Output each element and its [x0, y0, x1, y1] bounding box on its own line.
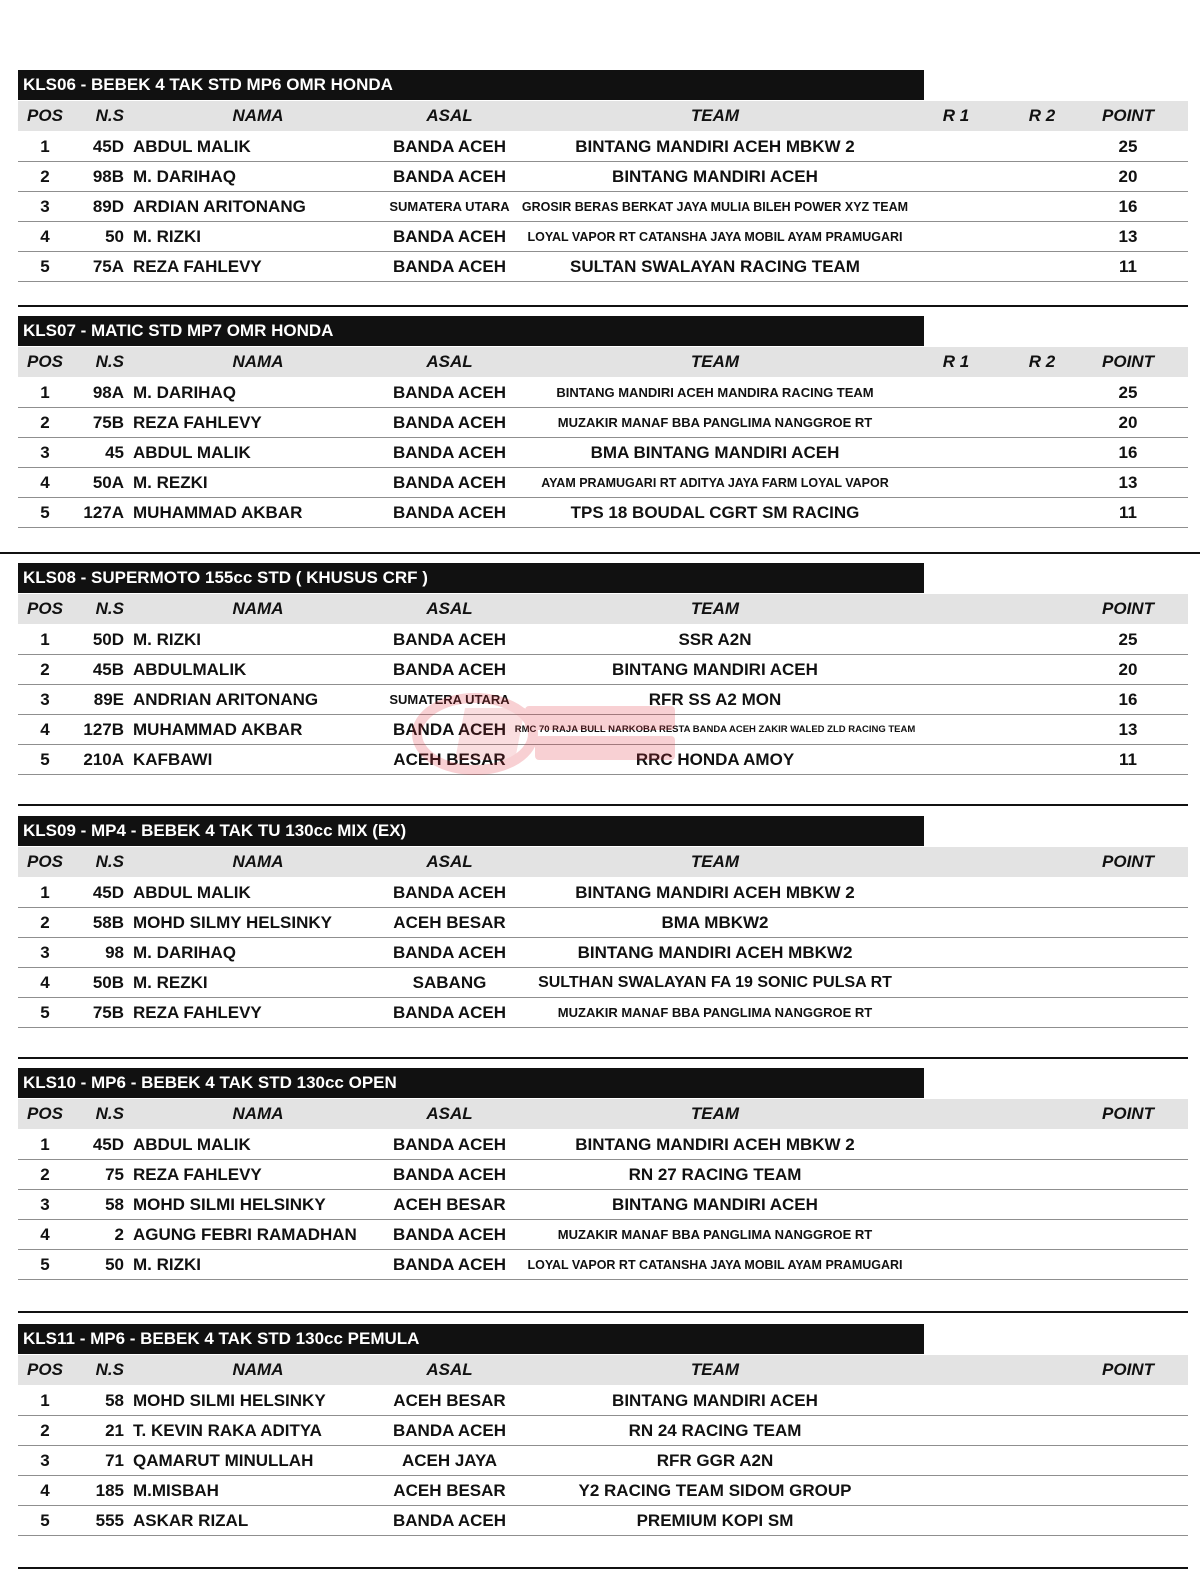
cell-ns: 185 — [95, 1481, 124, 1500]
table-row — [18, 252, 1188, 282]
cell-asal: BANDA ACEH — [392, 720, 506, 739]
header-team: TEAM — [690, 852, 740, 871]
cell-team: LOYAL VAPOR RT CATANSHA JAYA MOBIL AYAM PRAMUGARI — [527, 230, 903, 244]
section-divider — [18, 305, 1188, 307]
cell-nama: M. REZKI — [133, 973, 208, 992]
cell-asal: BANDA ACEH — [392, 1003, 506, 1022]
cell-nama: T. KEVIN RAKA ADITYA — [133, 1421, 322, 1440]
class-title: KLS08 - SUPERMOTO 155cc STD ( KHUSUS CRF ) — [18, 563, 924, 593]
header-asal: ASAL — [426, 1360, 473, 1379]
cell-team: RFR GGR A2N — [656, 1451, 774, 1470]
cell-ns: 75B — [92, 413, 124, 432]
table-header — [18, 347, 1188, 377]
section-divider — [18, 1567, 1188, 1569]
cell-nama: ABDULMALIK — [133, 660, 247, 679]
table-row — [18, 408, 1188, 438]
cell-team: SSR A2N — [678, 630, 752, 649]
cell-asal: BANDA ACEH — [392, 227, 506, 246]
table-row — [18, 1250, 1188, 1280]
cell-pos: 4 — [40, 1225, 50, 1244]
cell-nama: QAMARUT MINULLAH — [133, 1451, 314, 1470]
header-team: TEAM — [690, 1360, 740, 1379]
cell-nama: ABDUL MALIK — [133, 883, 251, 902]
cell-pos: 4 — [40, 1481, 50, 1500]
cell-point: 20 — [1118, 660, 1138, 679]
header-pos: POS — [27, 599, 63, 618]
table-row — [18, 162, 1188, 192]
cell-nama: REZA FAHLEVY — [133, 1165, 262, 1184]
cell-asal: ACEH JAYA — [401, 1451, 498, 1470]
cell-nama: M. DARIHAQ — [133, 167, 236, 186]
section-divider — [18, 1311, 1188, 1313]
cell-team: BINTANG MANDIRI ACEH — [612, 1391, 818, 1410]
cell-team: MUZAKIR MANAF BBA PANGLIMA NANGGROE RT — [557, 1227, 873, 1242]
table-row — [18, 1160, 1188, 1190]
cell-asal: BANDA ACEH — [392, 167, 506, 186]
section-divider — [18, 1057, 1188, 1059]
cell-pos: 3 — [40, 197, 50, 216]
header-nama: NAMA — [232, 352, 284, 371]
header-r1: R 1 — [942, 106, 970, 125]
cell-team: AYAM PRAMUGARI RT ADITYA JAYA FARM LOYAL VAPOR — [541, 476, 889, 490]
cell-nama: MUHAMMAD AKBAR — [133, 720, 303, 739]
cell-nama: M. RIZKI — [133, 227, 201, 246]
cell-nama: MOHD SILMI HELSINKY — [133, 1391, 326, 1410]
cell-pos: 2 — [40, 413, 50, 432]
table-row — [18, 1386, 1188, 1416]
table-row — [18, 745, 1188, 775]
table-header — [18, 1099, 1188, 1129]
cell-asal: ACEH BESAR — [393, 913, 506, 932]
cell-team: BINTANG MANDIRI ACEH — [612, 660, 818, 679]
cell-nama: REZA FAHLEVY — [133, 1003, 262, 1022]
cell-team: BMA BINTANG MANDIRI ACEH — [590, 443, 840, 462]
cell-nama: MUHAMMAD AKBAR — [133, 503, 303, 522]
cell-asal: BANDA ACEH — [392, 473, 506, 492]
header-pos: POS — [27, 352, 63, 371]
cell-nama: ARDIAN ARITONANG — [133, 197, 306, 216]
cell-pos: 2 — [40, 167, 50, 186]
header-asal: ASAL — [426, 352, 473, 371]
cell-team: BINTANG MANDIRI ACEH — [612, 1195, 818, 1214]
cell-ns: 50B — [92, 973, 124, 992]
cell-pos: 4 — [40, 720, 50, 739]
class-title: KLS09 - MP4 - BEBEK 4 TAK TU 130cc MIX (EX) — [18, 816, 924, 846]
table-row — [18, 1130, 1188, 1160]
class-title: KLS07 - MATIC STD MP7 OMR HONDA — [18, 316, 924, 346]
cell-ns: 45D — [92, 883, 124, 902]
table-row — [18, 1190, 1188, 1220]
header-pos: POS — [27, 852, 63, 871]
cell-asal: SUMATERA UTARA — [389, 692, 510, 707]
cell-point: 11 — [1119, 503, 1137, 522]
cell-pos: 1 — [40, 1391, 50, 1410]
cell-point: 25 — [1118, 383, 1138, 402]
cell-asal: BANDA ACEH — [392, 660, 506, 679]
header-point: POINT — [1102, 599, 1154, 618]
cell-asal: BANDA ACEH — [392, 1511, 506, 1530]
cell-nama: M. REZKI — [133, 473, 208, 492]
table-row — [18, 1476, 1188, 1506]
table-row — [18, 998, 1188, 1028]
table-row — [18, 625, 1188, 655]
header-pos: POS — [27, 1104, 63, 1123]
section-divider — [18, 804, 1188, 806]
header-point: POINT — [1102, 106, 1154, 125]
cell-point: 13 — [1118, 473, 1138, 492]
cell-asal: BANDA ACEH — [392, 943, 506, 962]
table-row — [18, 1220, 1188, 1250]
cell-pos: 1 — [40, 137, 50, 156]
cell-pos: 2 — [40, 660, 50, 679]
header-team: TEAM — [690, 106, 740, 125]
cell-asal: BANDA ACEH — [392, 883, 506, 902]
cell-nama: M. RIZKI — [133, 630, 201, 649]
cell-point: 16 — [1118, 690, 1138, 709]
cell-ns: 45D — [92, 137, 124, 156]
cell-ns: 58B — [92, 913, 124, 932]
cell-pos: 5 — [40, 257, 50, 276]
cell-team: BMA MBKW2 — [661, 913, 769, 932]
table-row — [18, 1416, 1188, 1446]
cell-team: BINTANG MANDIRI ACEH MBKW 2 — [575, 883, 855, 902]
cell-pos: 2 — [40, 1165, 50, 1184]
cell-pos: 5 — [40, 1511, 50, 1530]
cell-ns: 210A — [83, 750, 124, 769]
cell-asal: BANDA ACEH — [392, 383, 506, 402]
cell-team: LOYAL VAPOR RT CATANSHA JAYA MOBIL AYAM PRAMUGARI — [527, 1258, 903, 1272]
cell-nama: REZA FAHLEVY — [133, 413, 262, 432]
cell-asal: SABANG — [412, 973, 487, 992]
cell-team: GROSIR BERAS BERKAT JAYA MULIA BILEH POWER XYZ TEAM — [521, 200, 909, 214]
table-row — [18, 498, 1188, 528]
table-row — [18, 938, 1188, 968]
cell-nama: ABDUL MALIK — [133, 1135, 251, 1154]
cell-ns: 89D — [92, 197, 124, 216]
class-title: KLS06 - BEBEK 4 TAK STD MP6 OMR HONDA — [18, 70, 924, 100]
cell-ns: 98B — [92, 167, 124, 186]
header-r2: R 2 — [1028, 106, 1056, 125]
cell-nama: MOHD SILMI HELSINKY — [133, 1195, 326, 1214]
cell-ns: 75A — [92, 257, 124, 276]
cell-asal: ACEH BESAR — [393, 750, 506, 769]
cell-point: 25 — [1118, 137, 1138, 156]
cell-point: 20 — [1118, 167, 1138, 186]
header-nama: NAMA — [232, 852, 284, 871]
cell-ns: 127B — [83, 720, 124, 739]
cell-nama: ABDUL MALIK — [133, 137, 251, 156]
header-ns: N.S — [95, 1360, 124, 1379]
cell-asal: ACEH BESAR — [393, 1391, 506, 1410]
section-divider — [0, 552, 1200, 554]
table-header — [18, 847, 1188, 877]
cell-ns: 75B — [92, 1003, 124, 1022]
table-header — [18, 594, 1188, 624]
table-row — [18, 908, 1188, 938]
cell-nama: M. RIZKI — [133, 1255, 201, 1274]
header-ns: N.S — [95, 352, 124, 371]
cell-nama: M.MISBAH — [133, 1481, 219, 1500]
table-row — [18, 878, 1188, 908]
cell-pos: 1 — [40, 883, 50, 902]
cell-team: MUZAKIR MANAF BBA PANGLIMA NANGGROE RT — [557, 415, 873, 430]
cell-point: 11 — [1119, 257, 1137, 276]
cell-team: TPS 18 BOUDAL CGRT SM RACING — [570, 503, 860, 522]
header-nama: NAMA — [232, 1104, 284, 1123]
cell-ns: 98 — [105, 943, 124, 962]
header-r1: R 1 — [942, 352, 970, 371]
cell-team: PREMIUM KOPI SM — [636, 1511, 794, 1530]
cell-nama: ABDUL MALIK — [133, 443, 251, 462]
cell-ns: 71 — [105, 1451, 124, 1470]
cell-pos: 5 — [40, 503, 50, 522]
cell-nama: AGUNG FEBRI RAMADHAN — [133, 1225, 357, 1244]
cell-ns: 58 — [105, 1391, 124, 1410]
header-asal: ASAL — [426, 599, 473, 618]
cell-pos: 4 — [40, 227, 50, 246]
header-ns: N.S — [95, 1104, 124, 1123]
table-header — [18, 1355, 1188, 1385]
cell-team: BINTANG MANDIRI ACEH MBKW2 — [577, 943, 853, 962]
table-row — [18, 132, 1188, 162]
cell-team: RRC HONDA AMOY — [635, 750, 795, 769]
cell-pos: 3 — [40, 690, 50, 709]
cell-ns: 21 — [105, 1421, 124, 1440]
table-header — [18, 101, 1188, 131]
cell-ns: 58 — [105, 1195, 124, 1214]
cell-pos: 1 — [40, 1135, 50, 1154]
table-row — [18, 1506, 1188, 1536]
cell-team: RN 24 RACING TEAM — [628, 1421, 802, 1440]
cell-pos: 1 — [40, 383, 50, 402]
cell-asal: BANDA ACEH — [392, 1225, 506, 1244]
cell-pos: 5 — [40, 750, 50, 769]
cell-pos: 3 — [40, 1195, 50, 1214]
header-nama: NAMA — [232, 599, 284, 618]
cell-point: 20 — [1118, 413, 1138, 432]
cell-ns: 45D — [92, 1135, 124, 1154]
cell-team: BINTANG MANDIRI ACEH — [612, 167, 818, 186]
table-row — [18, 222, 1188, 252]
header-point: POINT — [1102, 1360, 1154, 1379]
cell-pos: 3 — [40, 943, 50, 962]
class-title: KLS11 - MP6 - BEBEK 4 TAK STD 130cc PEMULA — [18, 1324, 924, 1354]
cell-ns: 45B — [92, 660, 124, 679]
cell-ns: 75 — [105, 1165, 124, 1184]
cell-team: BINTANG MANDIRI ACEH MBKW 2 — [575, 1135, 855, 1154]
cell-pos: 4 — [40, 973, 50, 992]
cell-asal: ACEH BESAR — [393, 1481, 506, 1500]
cell-ns: 50 — [105, 227, 124, 246]
cell-nama: MOHD SILMY HELSINKY — [133, 913, 332, 932]
cell-ns: 50 — [105, 1255, 124, 1274]
table-row — [18, 685, 1188, 715]
class-title: KLS10 - MP6 - BEBEK 4 TAK STD 130cc OPEN — [18, 1068, 924, 1098]
cell-point: 13 — [1118, 227, 1138, 246]
cell-point: 16 — [1118, 443, 1138, 462]
header-pos: POS — [27, 1360, 63, 1379]
cell-point: 16 — [1118, 197, 1138, 216]
cell-asal: BANDA ACEH — [392, 257, 506, 276]
cell-pos: 5 — [40, 1003, 50, 1022]
cell-asal: BANDA ACEH — [392, 503, 506, 522]
cell-nama: REZA FAHLEVY — [133, 257, 262, 276]
table-row — [18, 438, 1188, 468]
cell-asal: BANDA ACEH — [392, 413, 506, 432]
cell-asal: BANDA ACEH — [392, 630, 506, 649]
cell-asal: BANDA ACEH — [392, 1255, 506, 1274]
cell-nama: ASKAR RIZAL — [133, 1511, 249, 1530]
cell-ns: 2 — [114, 1225, 124, 1244]
cell-asal: BANDA ACEH — [392, 443, 506, 462]
cell-ns: 89E — [93, 690, 124, 709]
cell-nama: KAFBAWI — [133, 750, 213, 769]
cell-pos: 2 — [40, 913, 50, 932]
header-team: TEAM — [690, 352, 740, 371]
table-row — [18, 192, 1188, 222]
header-point: POINT — [1102, 352, 1154, 371]
header-ns: N.S — [95, 599, 124, 618]
header-point: POINT — [1102, 1104, 1154, 1123]
cell-nama: M. DARIHAQ — [133, 383, 236, 402]
cell-asal: BANDA ACEH — [392, 1135, 506, 1154]
cell-team: RMC 70 RAJA BULL NARKOBA RESTA BANDA ACEH ZAKIR WALED ZLD RACING TEAM — [514, 724, 916, 735]
table-row — [18, 468, 1188, 498]
cell-team: SULTAN SWALAYAN RACING TEAM — [570, 257, 860, 276]
cell-pos: 4 — [40, 473, 50, 492]
cell-ns: 127A — [83, 503, 124, 522]
header-ns: N.S — [95, 852, 124, 871]
cell-team: MUZAKIR MANAF BBA PANGLIMA NANGGROE RT — [557, 1005, 873, 1020]
cell-asal: BANDA ACEH — [392, 137, 506, 156]
table-row — [18, 715, 1188, 745]
header-r2: R 2 — [1028, 352, 1056, 371]
cell-pos: 5 — [40, 1255, 50, 1274]
cell-ns: 45 — [105, 443, 124, 462]
header-team: TEAM — [690, 1104, 740, 1123]
cell-asal: BANDA ACEH — [392, 1421, 506, 1440]
cell-team: SULTHAN SWALAYAN FA 19 SONIC PULSA RT — [538, 974, 892, 991]
cell-team: RFR SS A2 MON — [648, 690, 782, 709]
cell-ns: 98A — [92, 383, 124, 402]
header-asal: ASAL — [426, 106, 473, 125]
cell-team: RN 27 RACING TEAM — [628, 1165, 802, 1184]
header-ns: N.S — [95, 106, 124, 125]
cell-asal: SUMATERA UTARA — [389, 199, 510, 214]
cell-ns: 50D — [92, 630, 124, 649]
cell-team: Y2 RACING TEAM SIDOM GROUP — [578, 1481, 852, 1500]
header-asal: ASAL — [426, 852, 473, 871]
header-pos: POS — [27, 106, 63, 125]
cell-pos: 2 — [40, 1421, 50, 1440]
cell-pos: 3 — [40, 1451, 50, 1470]
cell-point: 25 — [1118, 630, 1138, 649]
table-row — [18, 655, 1188, 685]
cell-asal: ACEH BESAR — [393, 1195, 506, 1214]
cell-point: 11 — [1119, 750, 1137, 769]
header-asal: ASAL — [426, 1104, 473, 1123]
cell-team: BINTANG MANDIRI ACEH MBKW 2 — [575, 137, 855, 156]
header-point: POINT — [1102, 852, 1154, 871]
cell-point: 13 — [1118, 720, 1138, 739]
cell-ns: 555 — [95, 1511, 124, 1530]
cell-pos: 1 — [40, 630, 50, 649]
cell-team: BINTANG MANDIRI ACEH MANDIRA RACING TEAM — [556, 385, 874, 400]
header-team: TEAM — [690, 599, 740, 618]
cell-ns: 50A — [92, 473, 124, 492]
cell-asal: BANDA ACEH — [392, 1165, 506, 1184]
cell-nama: ANDRIAN ARITONANG — [133, 690, 319, 709]
cell-nama: M. DARIHAQ — [133, 943, 236, 962]
table-row — [18, 378, 1188, 408]
header-nama: NAMA — [232, 106, 284, 125]
table-row — [18, 968, 1188, 998]
header-nama: NAMA — [232, 1360, 284, 1379]
cell-pos: 3 — [40, 443, 50, 462]
table-row — [18, 1446, 1188, 1476]
